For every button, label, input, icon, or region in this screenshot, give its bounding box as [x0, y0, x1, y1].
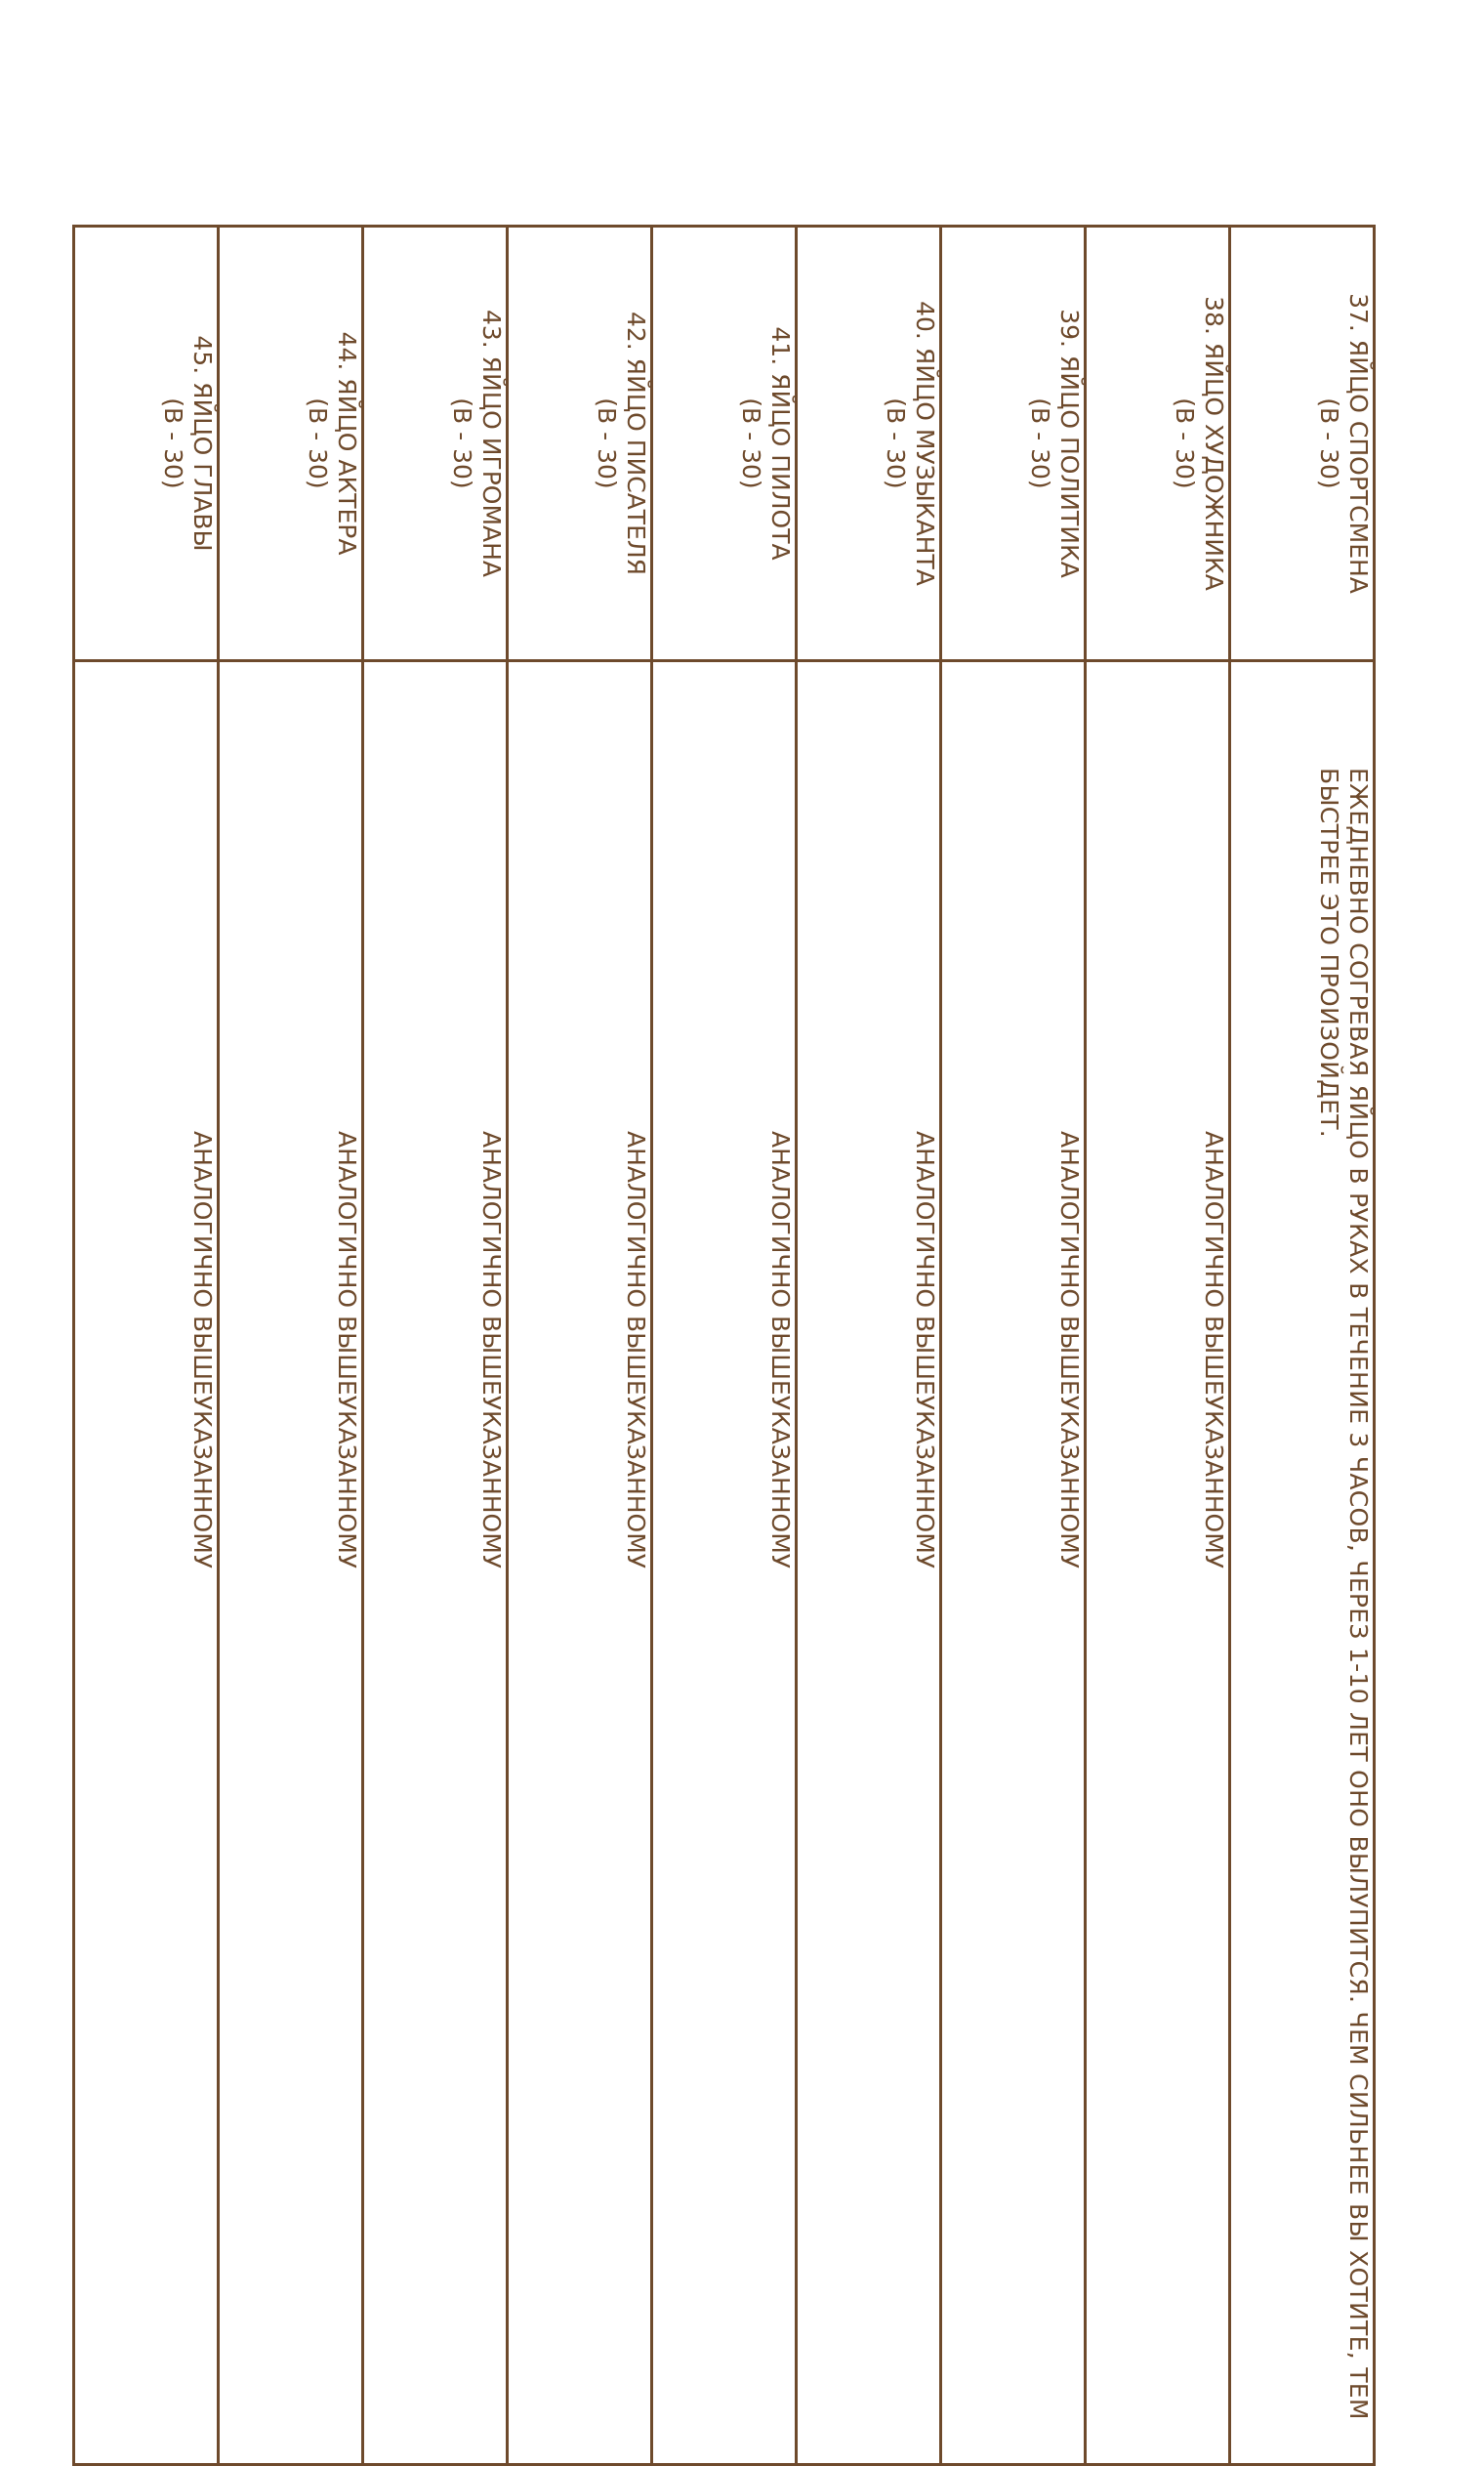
- egg-table: [72, 225, 1376, 2466]
- egg-title: 40. ЯЙЦО МУЗЫКАНТА: [911, 301, 939, 586]
- table-row: [797, 227, 941, 2465]
- egg-description: АНАЛОГИЧНО ВЫШЕУКАЗАННОМУ: [941, 661, 1086, 2465]
- egg-name-cell: [363, 227, 508, 661]
- egg-title: 37. ЯЙЦО СПОРТСМЕНА: [1344, 293, 1373, 594]
- table-row: [652, 227, 797, 2465]
- table-row: [219, 227, 363, 2465]
- table-row: [1230, 227, 1375, 2465]
- egg-title: 39. ЯЙЦО ПОЛИТИКА: [1055, 309, 1084, 578]
- egg-name-cell: [941, 227, 1086, 661]
- egg-title: 42. ЯЙЦО ПИСАТЕЛЯ: [622, 311, 650, 576]
- egg-description: АНАЛОГИЧНО ВЫШЕУКАЗАННОМУ: [1086, 661, 1230, 2465]
- table-row: [1086, 227, 1230, 2465]
- egg-description: АНАЛОГИЧНО ВЫШЕУКАЗАННОМУ: [74, 661, 219, 2465]
- egg-description: АНАЛОГИЧНО ВЫШЕУКАЗАННОМУ: [363, 661, 508, 2465]
- egg-title: 45. ЯЙЦО ГЛАВЫ: [188, 335, 217, 552]
- egg-title: 41. ЯЙЦО ПИЛОТА: [766, 326, 795, 561]
- egg-range: (B - 30): [593, 397, 621, 489]
- egg-range: (B - 30): [304, 397, 332, 489]
- table-row: [363, 227, 508, 2465]
- egg-range: (B - 30): [1315, 397, 1343, 489]
- egg-description: ЕЖЕДНЕВНО СОГРЕВАЯ ЯЙЦО В РУКАХ В ТЕЧЕНИЕ 3 ЧАСОВ, ЧЕРЕЗ 1-10 ЛЕТ ОНО ВЫЛУПИТСЯ. ЧЕМ СИЛЬНЕЕ ВЫ ХОТИТЕ, ТЕМ БЫСТРЕЕ ЭТО ПРОИЗОЙДЕТ.: [1230, 661, 1375, 2465]
- egg-range: (B - 30): [1171, 397, 1199, 489]
- egg-description: АНАЛОГИЧНО ВЫШЕУКАЗАННОМУ: [508, 661, 652, 2465]
- egg-description: АНАЛОГИЧНО ВЫШЕУКАЗАННОМУ: [652, 661, 797, 2465]
- egg-title: 44. ЯЙЦО АКТЕРА: [333, 331, 361, 556]
- egg-name-cell: [219, 227, 363, 661]
- table-row: [508, 227, 652, 2465]
- egg-name-cell: [1086, 227, 1230, 661]
- egg-name-cell: [652, 227, 797, 661]
- egg-name-cell: [508, 227, 652, 661]
- egg-range: (B - 30): [159, 397, 187, 489]
- egg-range: (B - 30): [737, 397, 765, 489]
- egg-name-cell: [74, 227, 219, 661]
- table-row: [941, 227, 1086, 2465]
- egg-name-cell: [1230, 227, 1375, 661]
- egg-range: (B - 30): [1026, 397, 1054, 489]
- egg-table-container: [73, 225, 1376, 2463]
- egg-description: АНАЛОГИЧНО ВЫШЕУКАЗАННОМУ: [219, 661, 363, 2465]
- table-row: [74, 227, 219, 2465]
- egg-name-cell: [797, 227, 941, 661]
- egg-description: АНАЛОГИЧНО ВЫШЕУКАЗАННОМУ: [797, 661, 941, 2465]
- egg-range: (B - 30): [448, 397, 476, 489]
- egg-title: 43. ЯЙЦО ИГРОМАНА: [477, 309, 506, 578]
- egg-range: (B - 30): [882, 397, 910, 489]
- egg-title: 38. ЯЙЦО ХУДОЖНИКА: [1200, 296, 1228, 591]
